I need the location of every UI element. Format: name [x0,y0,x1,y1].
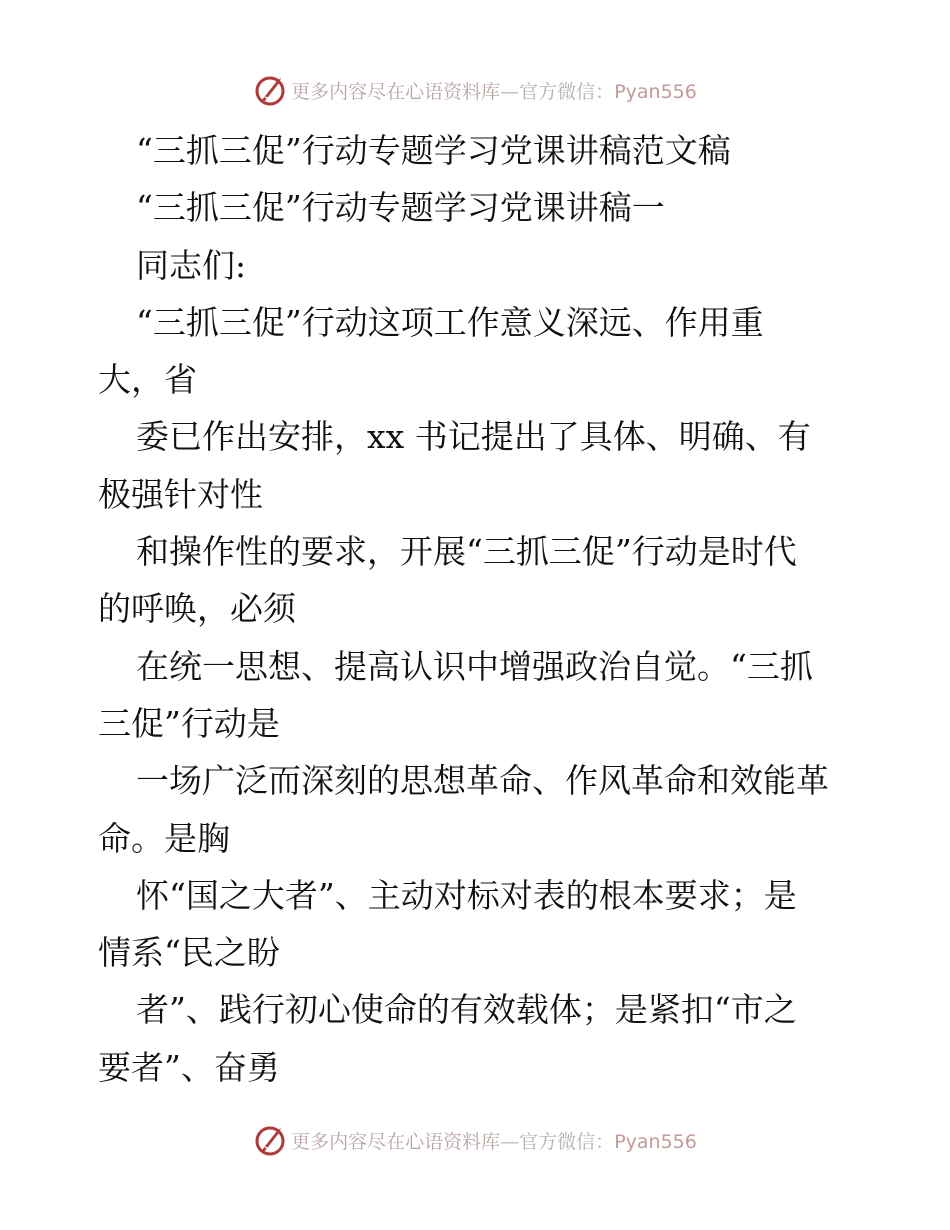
document-line: 同志们: [136,245,247,285]
header-banner-main: 更多内容尽在心语资料库 [291,80,501,103]
footer-banner-wechat: 官方微信： [519,1130,615,1153]
header-banner-text [291,77,697,104]
document-line: 者”、践行初心使命的有效载体；是紧扣“市之 [136,990,797,1030]
document-body [98,122,858,1096]
document-line: 情系“民之盼 [98,933,280,973]
footer-banner-main: 更多内容尽在心语资料库 [291,1130,501,1153]
document-line: “三抓三促”行动这项工作意义深远、作用重 [136,302,764,342]
quill-pen-logo-icon [253,73,287,107]
footer-banner-account-id: Pyan556 [614,1130,697,1153]
document-title: “三抓三促”行动专题学习党课讲稿范文稿 [136,131,731,170]
document-line: 的呼唤，必须 [98,589,296,629]
document-line: 极强针对性 [98,474,263,514]
document-line: 怀“国之大者”、主动对标对表的根本要求；是 [136,875,797,915]
header-banner-account-id: Pyan556 [614,80,697,103]
footer-banner-text [291,1127,697,1154]
footer-banner-inner [253,1123,697,1157]
header-banner-inner [253,73,697,107]
document-line: 大，省 [98,360,197,400]
header-banner [0,70,950,110]
quill-pen-logo-icon [253,1123,287,1157]
footer-banner [0,1120,950,1160]
header-banner-separator: — [500,80,520,103]
header-banner-wechat: 官方微信： [519,80,615,103]
document-line: 和操作性的要求，开展“三抓三促”行动是时代 [136,532,797,572]
document-line: 委已作出安排，xx 书记提出了具体、明确、有 [136,417,811,457]
document-line: 要者”、奋勇 [98,1047,280,1087]
document-line: 命。是胸 [98,818,230,858]
document-line: 一场广泛而深刻的思想革命、作风革命和效能革 [136,761,829,801]
document-line: “三抓三促”行动专题学习党课讲稿一 [136,188,665,228]
document-line: 在统一思想、提高认识中增强政治自觉。“三抓 [136,646,813,686]
footer-banner-separator: — [500,1130,520,1153]
document-line: 三促”行动是 [98,703,280,743]
